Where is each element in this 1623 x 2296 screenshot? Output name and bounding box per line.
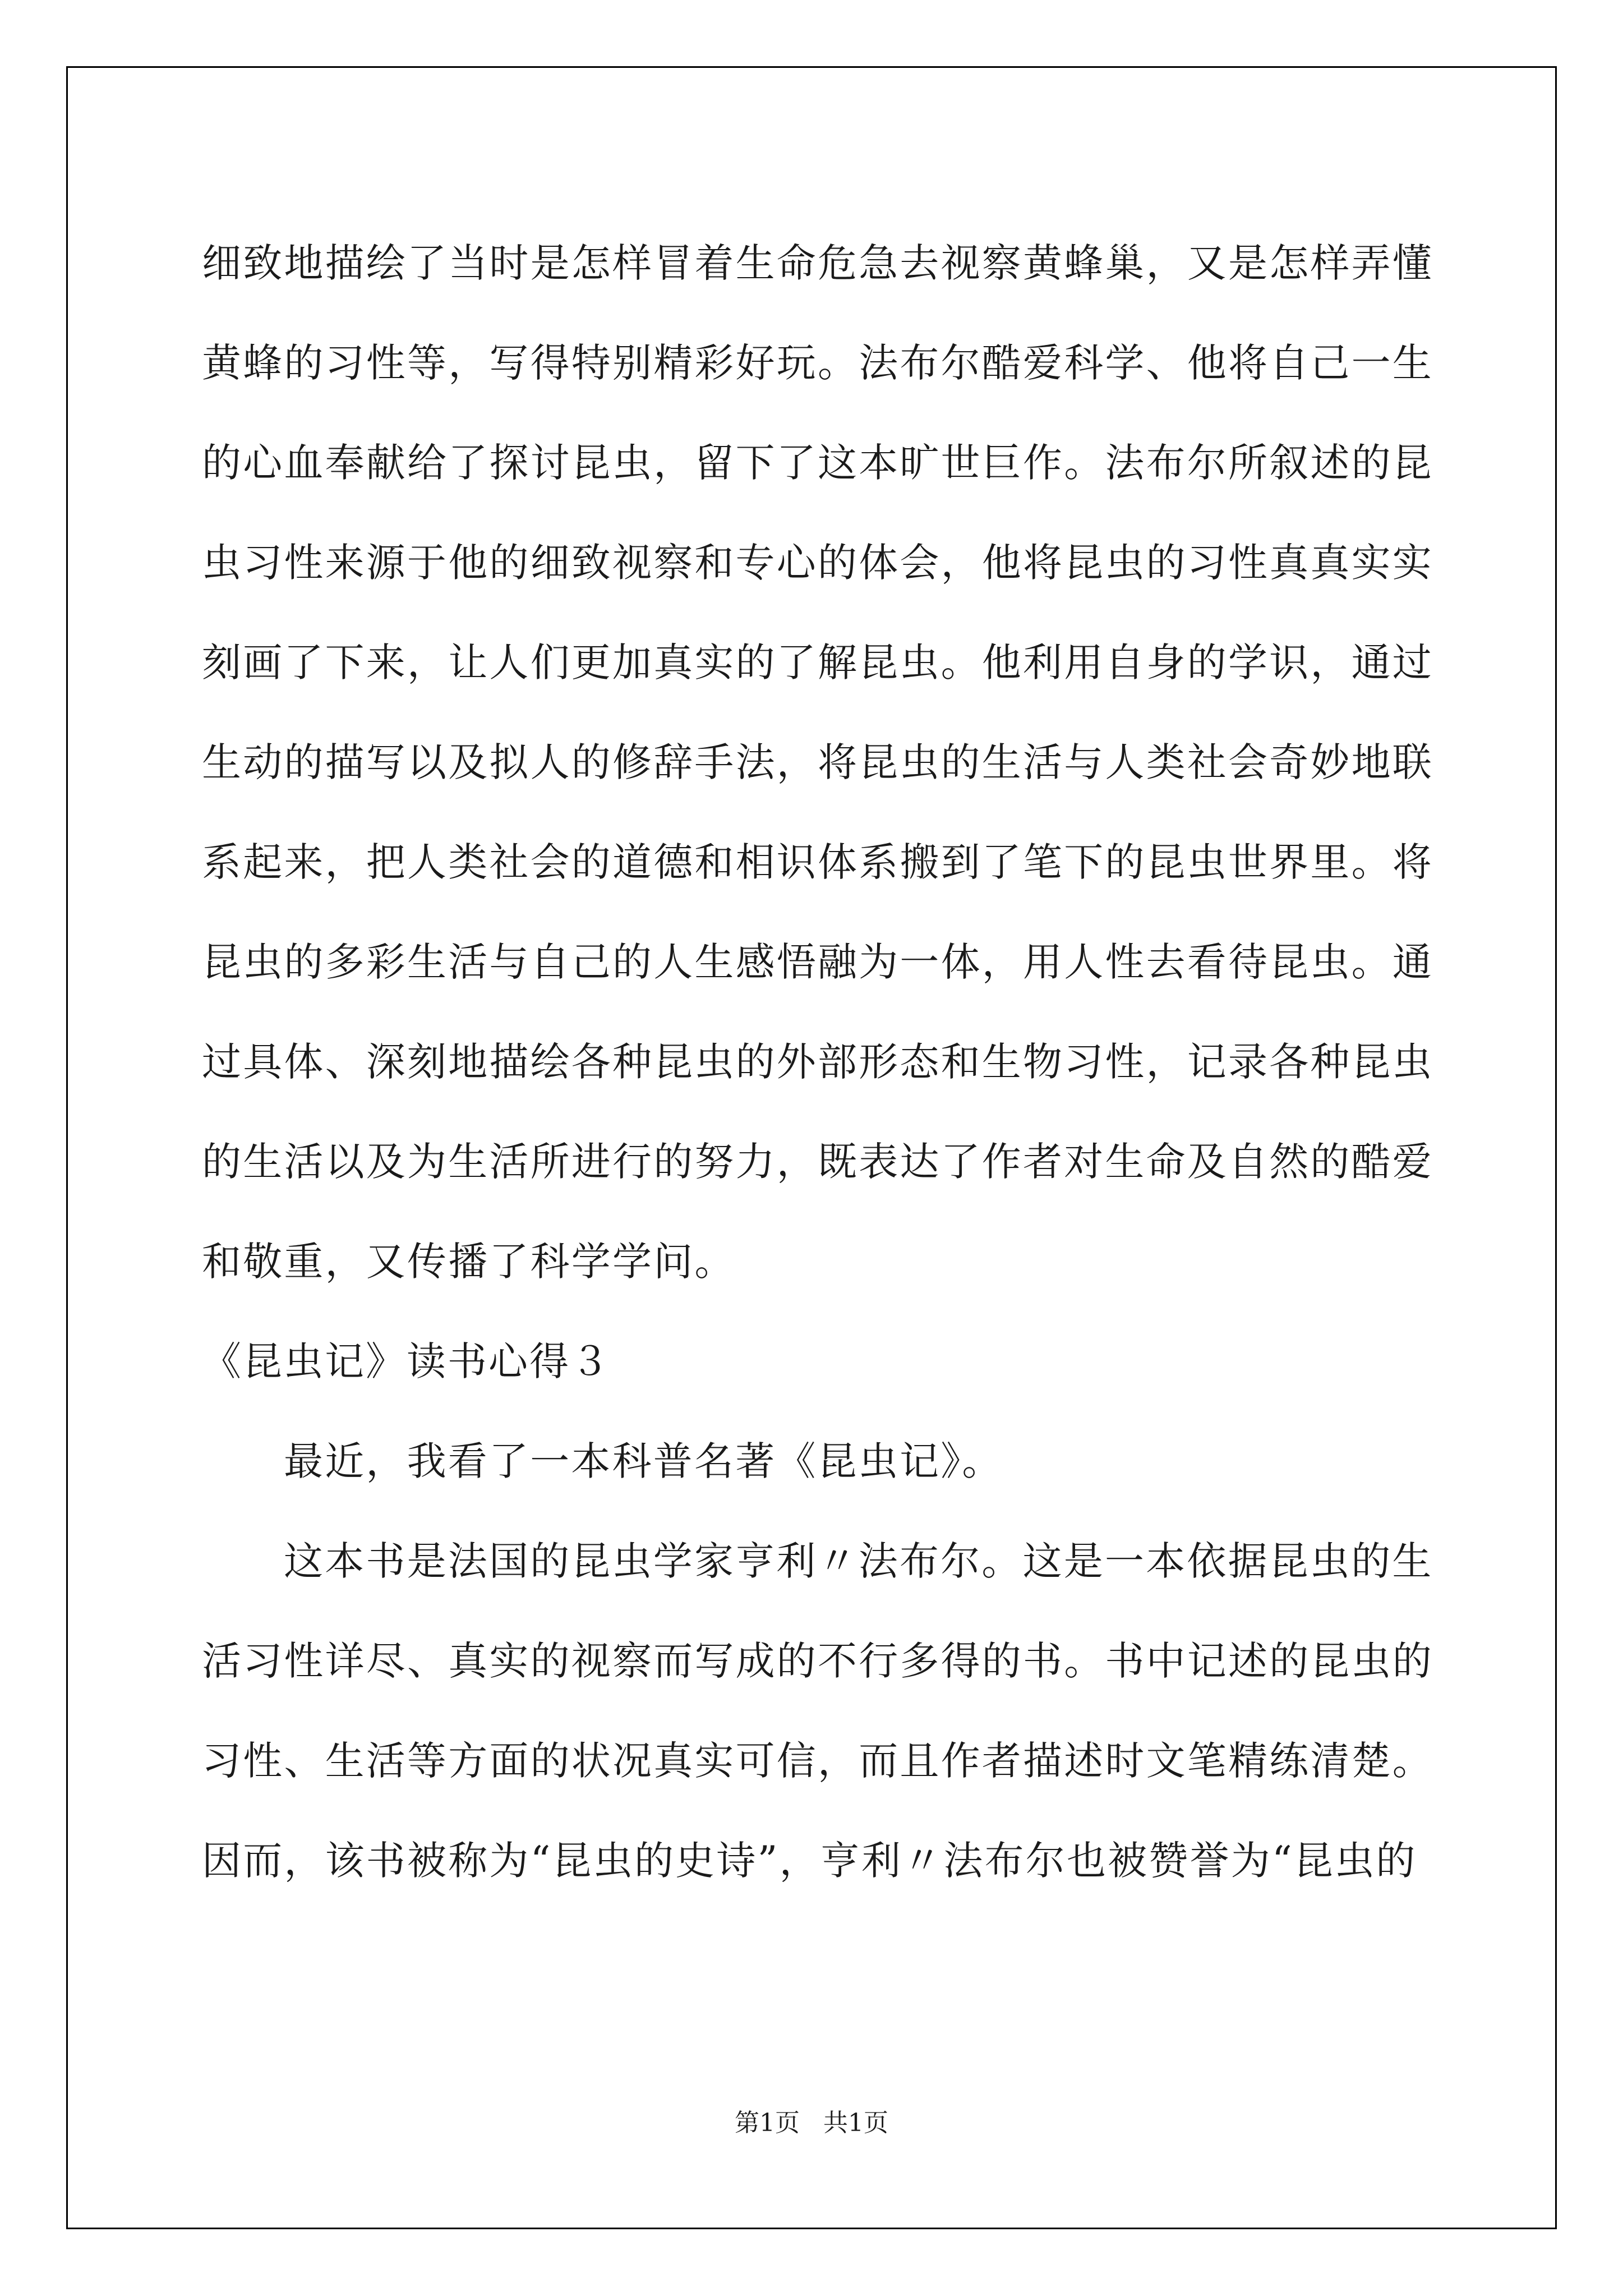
page-total: 共1页: [823, 2109, 888, 2137]
text-line: 过具体、深刻地描绘各种昆虫的外部形态和生物习性，记录各种昆虫: [202, 1039, 1433, 1085]
paragraph-continued: [202, 213, 1433, 1312]
text-line: 习性、生活等方面的状况真实可信，而且作者描述时文笔精练清楚。: [202, 1738, 1433, 1784]
document-body: [202, 213, 1433, 1911]
text-line: 这本书是法国的昆虫学家亨利〃法布尔。这是一本依据昆虫的生: [284, 1538, 1433, 1584]
text-line: 最近，我看了一本科普名著《昆虫记》。: [284, 1438, 1003, 1484]
text-line: 的生活以及为生活所进行的努力，既表达了作者对生命及自然的酷爱: [202, 1139, 1433, 1185]
text-line: 活习性详尽、真实的视察而写成的不行多得的书。书中记述的昆虫的: [202, 1638, 1433, 1684]
text-line: 的心血奉献给了探讨昆虫，留下了这本旷世巨作。法布尔所叙述的昆: [202, 440, 1433, 486]
text-line: 刻画了下来，让人们更加真实的了解昆虫。他利用自身的学识，通过: [202, 639, 1433, 685]
text-line: 黄蜂的习性等，写得特别精彩好玩。法布尔酷爱科学、他将自己一生: [202, 340, 1433, 386]
text-line: 虫习性来源于他的细致视察和专心的体会，他将昆虫的习性真真实实: [202, 540, 1433, 586]
section-title: 《昆虫记》读书心得３: [202, 1338, 611, 1384]
text-line: 系起来，把人类社会的道德和相识体系搬到了笔下的昆虫世界里。将: [202, 839, 1433, 885]
text-line: 细致地描绘了当时是怎样冒着生命危急去视察黄蜂巢，又是怎样弄懂: [202, 240, 1433, 286]
page-number: 第1页: [735, 2109, 800, 2137]
page-footer: [0, 2106, 1623, 2140]
text-line: 因而，该书被称为“昆虫的史诗”，亨利〃法布尔也被赞誉为“昆虫的: [202, 1838, 1417, 1884]
paragraph-intro: [202, 1411, 1424, 1511]
text-line: 生动的描写以及拟人的修辞手法，将昆虫的生活与人类社会奇妙地联: [202, 739, 1433, 785]
paragraph-main: [202, 1511, 1433, 1911]
text-line: 昆虫的多彩生活与自己的人生感悟融为一体，用人性去看待昆虫。通: [202, 939, 1433, 985]
text-line: 和敬重，又传播了科学学问。: [202, 1239, 736, 1285]
